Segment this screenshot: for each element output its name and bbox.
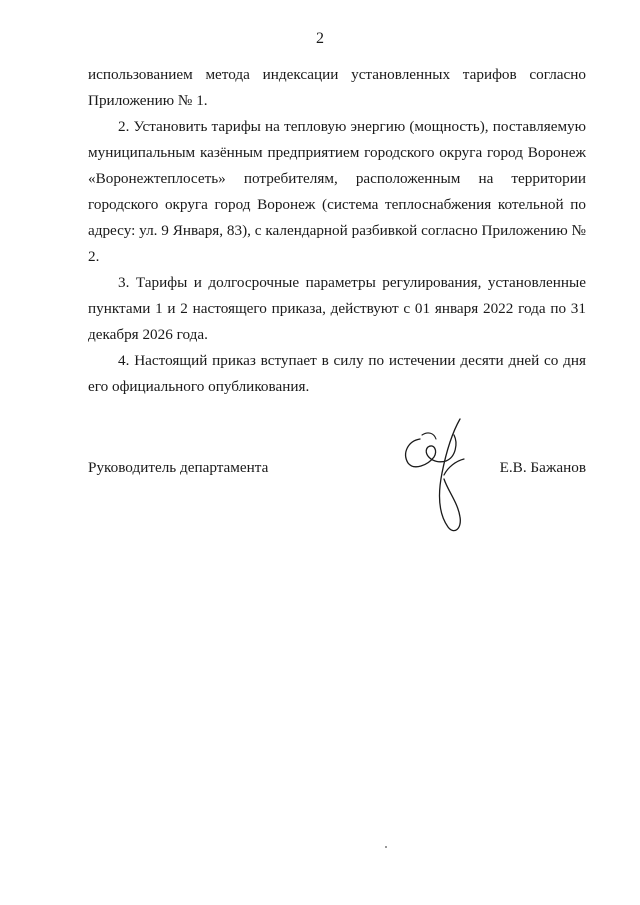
paragraph-continuation: использованием метода индексации установленных тарифов согласно Приложению № 1. — [88, 66, 586, 109]
signatory-title: Руководитель департамента — [88, 459, 269, 476]
paragraph-item-4: 4. Настоящий приказ вступает в силу по истечении десяти дней со дня его официального опубликования. — [88, 352, 586, 395]
scan-speck — [385, 846, 387, 848]
document-body — [88, 62, 586, 400]
paragraph-item-3: 3. Тарифы и долгосрочные параметры регулирования, установленные пунктами 1 и 2 настоящего приказа, действуют с 01 января 2022 года по 31 декабря 2026 года. — [88, 274, 586, 343]
handwritten-signature — [398, 413, 488, 535]
paragraph-item-2: 2. Установить тарифы на тепловую энергию (мощность), поставляемую муниципальным казённым предприятием городского округа город Воронеж «Воронежтеплосеть» потребителям, расположенным на территории городского округа город Воронеж (система теплоснабжения котельной по адресу: ул. 9 Января, 83), с календарной разбивкой согласно Приложению № 2. — [88, 118, 586, 265]
signature-block — [88, 456, 586, 480]
signatory-name: Е.В. Бажанов — [499, 459, 586, 476]
page-number: 2 — [316, 30, 324, 47]
